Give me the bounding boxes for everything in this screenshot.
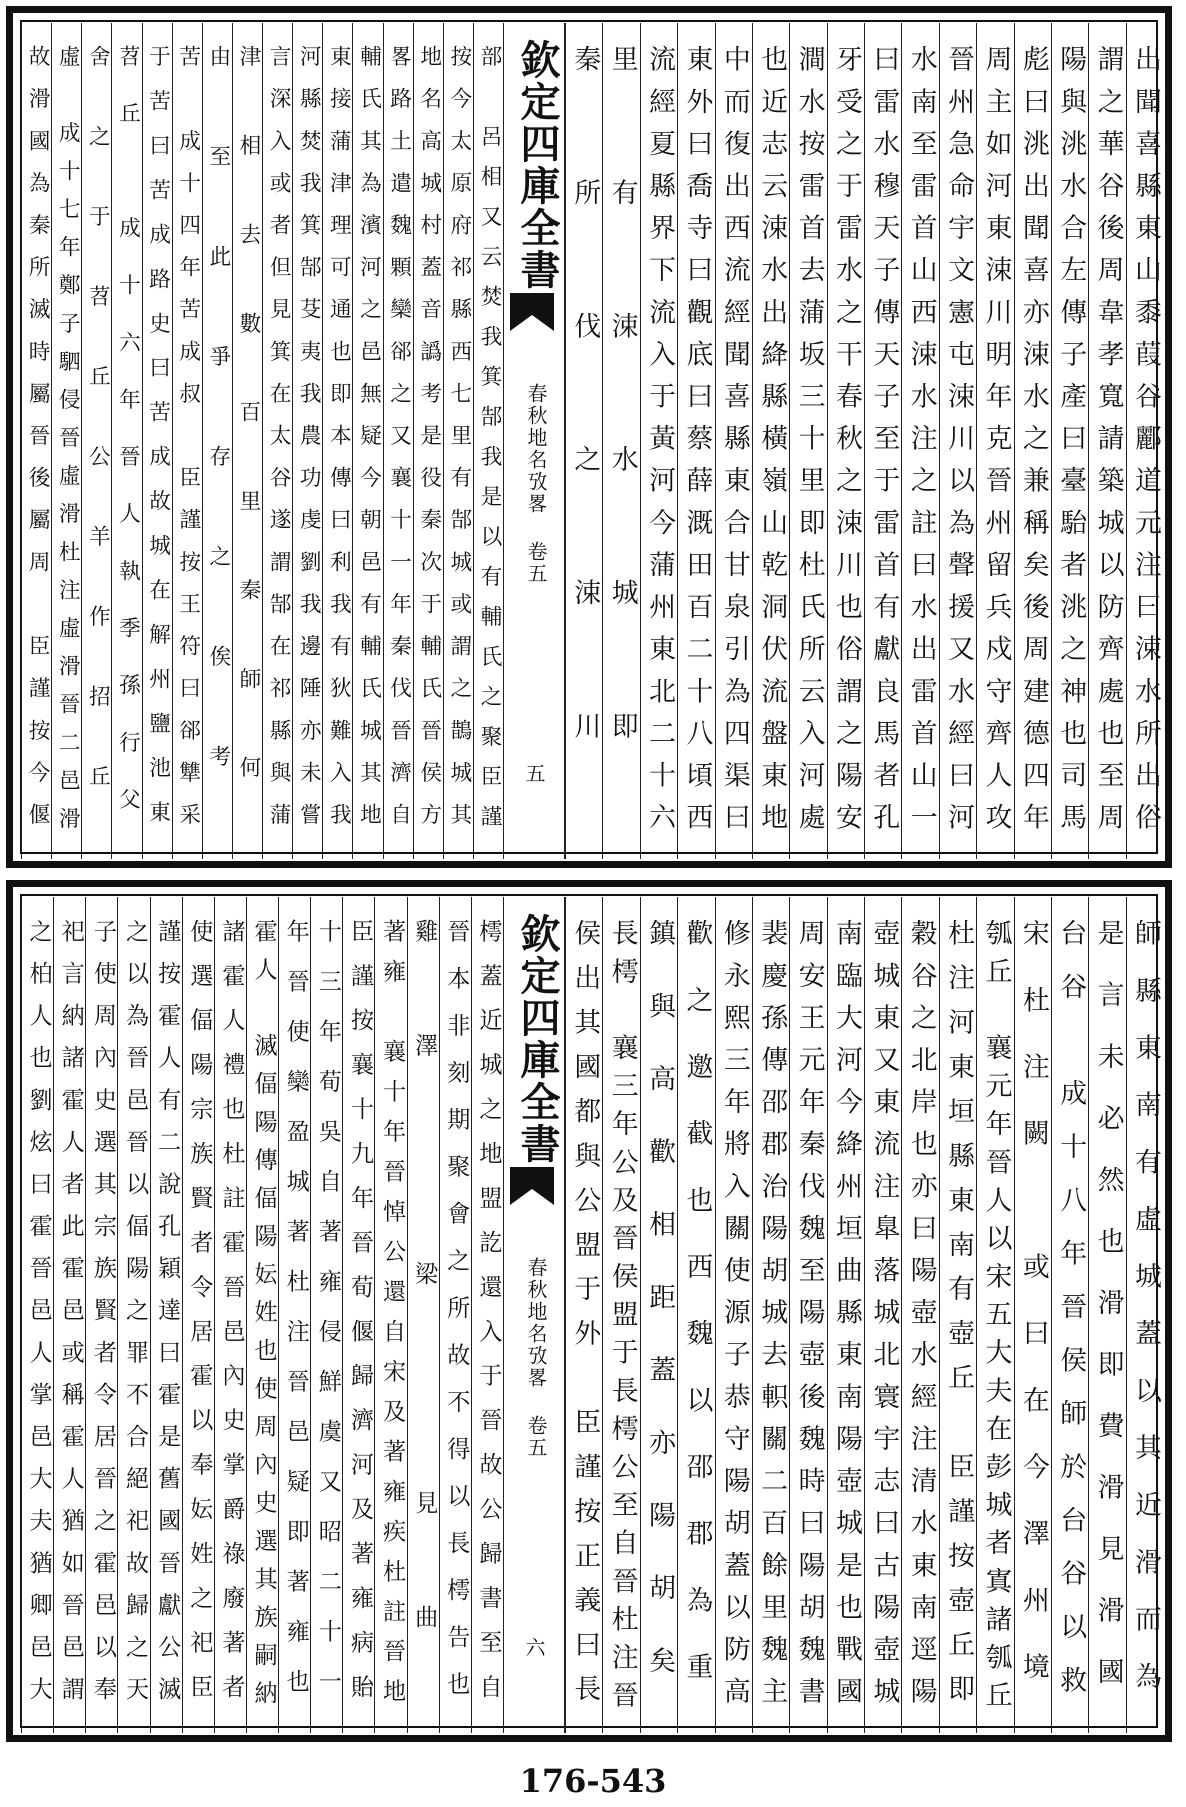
text-column [901,23,938,859]
text-column [202,23,232,859]
column-text: 苦 成十四年苦成叔 臣謹按王符曰郤犨采 [175,45,201,845]
text-column [715,897,752,1733]
text-column [262,23,292,859]
juan-number: 卷五 [524,541,548,585]
column-text: 南臨大河今絳州垣曲縣東南陽壺城是也戰國 [831,919,862,1719]
text-column [85,897,117,1733]
column-text: 使選偪陽宗族賢者令居霍以奉妘姓之祀臣 [185,919,212,1719]
center-title-strip [503,23,565,859]
text-column [111,23,141,859]
column-text: 年晉使欒盈城著杜注晉邑疑即著雍也 [282,919,309,1719]
column-text: 澗水按雷首去蒲坂三十里即杜氏所云入河處 [793,45,825,845]
text-column [322,23,352,859]
column-text: 由至此爭存之俟考 [205,45,231,845]
upper-page [6,6,1172,868]
column-text: 秦所伐之涑川 [569,45,601,845]
folio-number: 六 [522,1637,546,1657]
chapter-title: 春秋地名攷畧 [524,1257,548,1389]
text-column [473,23,503,859]
text-column [21,23,51,859]
text-column [602,23,639,859]
column-text: 水南至雷首山西涑水注之註曰水出雷首山一 [905,45,937,845]
text-column [246,897,278,1733]
column-text: 東外曰喬寺曰觀底曰蔡薛溉田百二十八頃西 [681,45,713,845]
center-title-strip [503,897,565,1733]
text-column [602,897,639,1733]
column-text: 長樗 襄三年公及晉侯盟于長樗公至自晉杜注晉 [606,919,638,1719]
column-text: 言深入或者但見箕在太谷遂謂郜在祁縣與蒲 [266,45,292,845]
column-text: 東接蒲津理可通也即本傳曰利我有狄難入我 [326,45,352,845]
book-title: 欽定四庫全書 [514,913,561,1165]
column-text: 之以為晉邑晉以偪陽之罪不合絕祀故歸之天 [121,919,148,1719]
text-column [901,897,938,1733]
column-text: 晉州急命宇文憲屯涑川以為聲援又水經曰河 [943,45,975,845]
text-column [443,23,473,859]
column-text: 流經夏縣界下流入于黃河今蒲州東北二十六 [644,45,676,845]
column-text: 師縣東南有虛城蓋以其近滑而為 [1130,919,1161,1719]
text-column [352,23,382,859]
text-column [150,897,182,1733]
column-text: 之柏人也劉炫曰霍晉邑人掌邑大夫猶卿邑大 [25,919,52,1719]
column-text: 十三年荀吳自著雍侵鮮虞又昭二十一 [314,919,341,1719]
column-text: 中而復出西流經聞喜縣東合甘泉引為四渠曰 [718,45,750,845]
text-column [117,897,149,1733]
text-column [142,23,172,859]
text-column [278,897,310,1733]
text-column [232,23,262,859]
text-column [292,23,322,859]
column-text: 河縣焚我箕郜芟夷我農功虔劉我邊陲亦未嘗 [296,45,322,845]
column-text: 謂之華谷後周韋孝寬請築城以防齊處也至周 [1092,45,1124,845]
column-text: 故滑國為秦所滅時屬晉後屬周 臣謹按今偃 [25,45,51,845]
fish-tail-mark-icon [510,293,554,331]
column-text: 周安王元年秦伐魏至陽壺後魏時曰陽胡魏書 [793,919,825,1719]
chapter-label [524,1257,548,1459]
text-column [1051,23,1088,859]
text-column [310,897,342,1733]
text-column [1014,897,1051,1733]
text-column [214,897,246,1733]
chapter-title: 春秋地名攷畧 [524,383,548,515]
text-column [1088,23,1125,859]
text-column [471,897,503,1733]
column-text: 臣謹按襄十九年晉荀偃歸濟河及著雍病貽 [346,919,373,1719]
column-text: 杜注河東垣縣東南有壺丘 臣謹按壺丘即 [943,919,975,1719]
column-text: 曰雷水穆天子傳天子至于雷首有獻良馬者孔 [868,45,900,845]
column-text: 壺城東又東流注臯落城北寰宇志曰古陽壺城 [868,919,900,1719]
text-column [715,23,752,859]
text-column [976,897,1013,1733]
text-column [640,897,677,1733]
text-column [413,23,443,859]
text-column [342,897,374,1733]
lower-page [6,880,1172,1742]
text-column [827,897,864,1733]
text-column [677,897,714,1733]
text-column [752,897,789,1733]
column-text: 諸霍人禮也杜註霍晉邑內史掌爵祿廢著者 [217,919,244,1719]
text-column [640,23,677,859]
chapter-label [524,383,548,585]
column-text: 出聞喜縣東山黍葭谷酈道元注曰涑水所出俗 [1130,45,1161,845]
column-text: 霍人 滅偪陽傳偪陽妘姓也使周內史選其族嗣納 [250,919,277,1719]
text-column [565,23,602,859]
text-column [752,23,789,859]
column-text: 修永熙三年將入關使源子恭守陽胡蓋以防高 [718,919,750,1719]
text-column [1126,23,1163,859]
column-text: 輔氏其為濱河之邑無疑今朝邑有輔氏城其地 [356,45,382,845]
text-column [1014,23,1051,859]
column-text: 晉本非刻期聚會之所故不得以長樗告也 [442,919,469,1719]
text-column [864,23,901,859]
column-text: 著雍 襄十年晉悼公還自宋及著雍疾杜註晉地 [378,919,405,1719]
column-text: 周主如河東涑川明年克晉州留兵戍守齊人攻 [980,45,1012,845]
text-column [939,897,976,1733]
column-text: 侯出其國都與公盟于外 臣謹按正義曰長 [569,919,601,1719]
text-column [1088,897,1125,1733]
folio-number: 五 [522,763,546,783]
text-column [939,23,976,859]
column-text: 津相去數百里秦師何 [236,45,261,845]
book-title: 欽定四庫全書 [514,39,561,291]
column-text: 穀谷之北岸也亦曰陽壺水經注清水東南逕陽 [905,919,937,1719]
column-text: 也近志云涑水出絳縣橫嶺山乾洞伏流盤東地 [756,45,788,845]
column-text: 子使周內史選其宗族賢者令居晉之霍邑以奉 [89,919,116,1719]
text-column [1051,897,1088,1733]
column-text: 舍之于苕丘公羊作招丘 [85,45,111,845]
column-text: 地名高城村蓋音譌考是役秦次于輔氏晉侯方 [416,45,442,845]
text-column [1126,897,1163,1733]
text-column [374,897,406,1733]
text-column [182,897,214,1733]
column-text: 苕丘 成十六年晉人執季孫行父 [115,45,141,845]
text-column [827,23,864,859]
column-text: 歡之邀截也西魏以邵郡為重 [681,919,713,1719]
column-text: 宋杜注闕 或曰在今澤州境 [1017,919,1049,1719]
text-column [172,23,202,859]
fish-tail-mark-icon [510,1167,554,1205]
text-column [789,897,826,1733]
column-text: 是言未必然也滑即費滑見滑國 [1092,919,1124,1719]
column-text: 于苦曰苦成路史曰苦成故城在解州鹽池東 [145,45,171,845]
column-text: 按今太原府祁縣西七里有郜城或謂之鵲城其 [446,45,472,845]
column-text: 謹按霍人有二說孔穎達曰霍是舊國晉獻公滅 [153,919,180,1719]
text-column [51,23,81,859]
text-column [789,23,826,859]
column-text: 雞澤 梁 見曲 [410,919,437,1719]
column-text: 瓠丘 襄元年晉人以宋五大夫在彭城者寘諸瓠丘 [980,919,1012,1719]
column-text: 虛 成十七年鄭子駟侵晉虛滑杜注虛滑晉二邑滑 [55,45,81,845]
column-text: 台谷 成十八年晉侯師於台谷以救 [1055,919,1087,1719]
column-text: 祀言納諸霍人者此霍邑或稱霍人猶如晉邑謂 [57,919,84,1719]
text-column [53,897,85,1733]
juan-number: 卷五 [524,1415,548,1459]
text-column [81,23,111,859]
text-column [21,897,53,1733]
text-column [439,897,471,1733]
text-column [565,897,602,1733]
text-column [677,23,714,859]
column-text: 樗蓋近城之地盟訖還入于晉故公歸書至自 [474,919,501,1719]
text-column [976,23,1013,859]
column-text: 裴慶孫傳邵郡治陽胡城去軹關二百餘里魏主 [756,919,788,1719]
column-text: 彪曰洮出聞喜亦涑水之兼稱矣後周建德四年 [1017,45,1049,845]
column-text: 畧路土遣魏顆欒郤之又襄十一年秦伐晉濟自 [386,45,412,845]
column-text: 牙受之于雷水之干春秋之涑川也俗謂之陽安 [831,45,862,845]
column-text: 里有涑水城即 [606,45,638,845]
text-column [383,23,413,859]
column-text: 陽與洮水合左傳子產曰臺駘者洮之神也司馬 [1055,45,1087,845]
text-column [407,897,439,1733]
column-text: 部 呂相又云焚我箕郜我是以有輔氏之聚臣謹 [477,45,502,845]
column-text: 鎮與高歡相距蓋亦陽胡矣 [644,919,676,1719]
text-column [864,897,901,1733]
page-number: 176-543 [519,1762,667,1800]
